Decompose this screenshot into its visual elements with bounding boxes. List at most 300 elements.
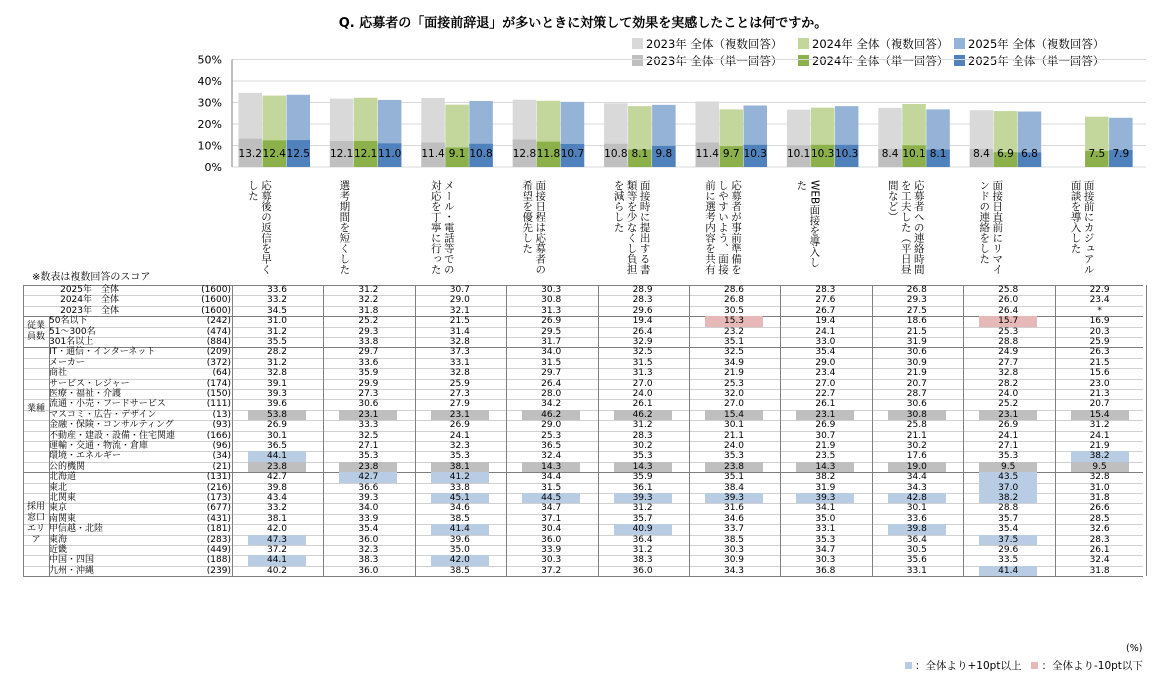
table-cell: 39.8	[266, 482, 288, 493]
row-label: 近畿	[49, 545, 68, 555]
table-cell: 38.2	[815, 472, 836, 483]
table-cell: 31.2	[358, 285, 379, 295]
table-cell: 38.5	[449, 513, 470, 524]
table-cell: 23.1	[339, 410, 397, 420]
table-cell: 29.6	[998, 545, 1019, 555]
table-cell: 27.5	[906, 305, 927, 316]
column-header: メール・電話等での 対応を丁寧に行った	[429, 180, 455, 275]
table-cell: 14.3	[522, 462, 580, 472]
y-tick-label: 40%	[197, 75, 222, 88]
table-cell: 25.9	[449, 378, 470, 389]
table-cell: 32.3	[358, 545, 379, 555]
row-n: (239)	[206, 565, 231, 576]
data-label: 11.4	[695, 148, 719, 160]
table-cell: 35.3	[449, 451, 470, 462]
table-cell: 34.0	[541, 347, 562, 358]
table-cell: 27.0	[815, 378, 836, 389]
table-cell: 30.3	[815, 555, 836, 566]
table-cell: 24.1	[449, 430, 470, 441]
table-cell: 42.0	[431, 555, 489, 565]
row-label: 2023年 全体	[60, 305, 119, 316]
table-cell: 30.2	[632, 441, 653, 451]
table-cell: 31.4	[449, 326, 470, 337]
table-cell: 36.0	[358, 565, 379, 576]
table-cell: 23.8	[339, 462, 397, 472]
row-n: (372)	[206, 357, 231, 368]
row-n: (150)	[206, 389, 231, 399]
table-cell: 34.0	[358, 503, 379, 514]
table-cell: 20.3	[1089, 326, 1110, 337]
table-cell: 19.4	[632, 316, 653, 327]
legend-swatch	[798, 38, 809, 49]
table-cell: 30.3	[541, 285, 562, 295]
table-cell: 30.5	[723, 305, 745, 316]
table-cell: 32.3	[449, 441, 470, 451]
table-cell: 20.7	[1089, 399, 1110, 410]
table-cell: 22.7	[815, 389, 836, 399]
table-cell: 31.2	[632, 420, 653, 431]
table-cell: 29.6	[632, 305, 653, 316]
column-divider	[415, 285, 416, 576]
table-cell: 28.8	[998, 503, 1019, 514]
table-cell: 53.8	[248, 410, 306, 420]
table-cell: 33.8	[358, 337, 379, 347]
data-label: 8.1	[631, 148, 649, 160]
table-cell: 38.4	[723, 482, 745, 493]
table-cell: 33.1	[449, 357, 470, 368]
data-label: 10.3	[810, 148, 835, 160]
data-label: 12.5	[286, 148, 310, 160]
table-cell: 35.4	[815, 347, 836, 358]
row-label: マスコミ・広告・デザイン	[49, 409, 157, 420]
row-n: (173)	[206, 493, 231, 503]
row-label: 2024年 全体	[60, 295, 119, 306]
row-label: 南関東	[49, 513, 77, 524]
data-label: 8.4	[881, 148, 899, 160]
table-cell: 14.3	[796, 462, 854, 472]
table-cell: 28.5	[1089, 513, 1110, 524]
table-cell: 34.6	[723, 513, 745, 524]
table-cell: 23.4	[1089, 295, 1110, 306]
column-header: 応募後の返信を早く した	[247, 180, 272, 275]
table-cell: 27.1	[998, 441, 1019, 451]
row-n: (1600)	[201, 305, 231, 316]
table-cell: 31.2	[266, 357, 288, 368]
blue-legend-label: ：全体より+10pt以上	[915, 660, 1022, 672]
table-row	[23, 431, 1143, 441]
data-label: 9.1	[448, 148, 466, 160]
row-n: (188)	[206, 555, 231, 566]
table-cell: 35.5	[266, 337, 288, 347]
table-row	[23, 347, 1143, 357]
table-cell: 47.3	[248, 535, 306, 545]
table-row	[23, 524, 1143, 534]
table-cell: 33.5	[998, 555, 1019, 566]
table-cell: 21.3	[1089, 389, 1110, 399]
table-cell: 34.5	[266, 305, 288, 316]
table-cell: 25.3	[998, 326, 1019, 337]
table-cell: 24.9	[998, 347, 1019, 358]
table-cell: 27.1	[358, 441, 379, 451]
table-cell: 23.1	[979, 410, 1037, 420]
table-cell: 26.4	[632, 326, 653, 337]
table-cell: 31.0	[1089, 482, 1110, 493]
table-cell: 30.6	[358, 399, 379, 410]
table-cell: 30.8	[888, 410, 946, 420]
table-cell: 35.3	[358, 451, 379, 462]
highlight-legend	[905, 658, 1143, 673]
table-row	[23, 503, 1143, 513]
data-label: 10.1	[786, 148, 811, 160]
table-cell: 25.2	[998, 399, 1019, 410]
data-label: 10.7	[560, 148, 585, 160]
table-cell: 39.8	[888, 524, 946, 534]
table-cell: 33.7	[723, 524, 745, 535]
legend-swatch	[632, 38, 643, 49]
table-cell: 31.2	[632, 545, 653, 555]
table-cell: 28.6	[723, 285, 745, 295]
table-cell: 36.6	[358, 482, 379, 493]
table-cell: 35.6	[906, 555, 927, 566]
table-cell: 32.8	[449, 337, 470, 347]
table-cell: 45.1	[431, 493, 489, 503]
y-tick-label: 10%	[197, 139, 222, 153]
row-n: (64)	[212, 368, 231, 379]
y-tick-label: 0%	[204, 161, 222, 174]
group-divider	[49, 316, 50, 347]
table-cell: 9.5	[1071, 462, 1129, 472]
table-cell: 35.3	[998, 451, 1019, 462]
row-n: (677)	[206, 503, 231, 514]
table-cell: 35.3	[815, 534, 836, 545]
row-label: 甲信越・北陸	[49, 524, 104, 535]
table-cell: 27.0	[632, 378, 653, 389]
row-label: 商社	[49, 368, 68, 379]
table-cell: 25.3	[723, 378, 745, 389]
table-cell: 24.1	[998, 430, 1019, 441]
table-cell: 46.2	[614, 410, 672, 420]
data-label: 7.9	[1112, 148, 1130, 160]
data-label: 12.1	[353, 148, 378, 160]
table-cell: 39.6	[449, 534, 470, 545]
row-n: (449)	[206, 545, 231, 555]
table-cell: 34.2	[541, 399, 562, 410]
row-n: (181)	[206, 524, 231, 535]
row-n: (431)	[206, 513, 231, 524]
table-cell: 15.7	[979, 316, 1037, 326]
data-label: 10.3	[743, 148, 767, 160]
table-cell: 30.6	[906, 399, 927, 410]
table-cell: 31.5	[632, 357, 653, 368]
table-cell: 19.0	[888, 462, 946, 472]
table-cell: 33.6	[358, 357, 379, 368]
table-cell: 32.9	[632, 337, 653, 347]
table-cell: 30.3	[723, 545, 745, 555]
row-label: 公的機関	[49, 461, 86, 472]
row-label: 医療・福祉・介護	[49, 389, 122, 399]
table-cell: 32.8	[449, 368, 470, 379]
table-row	[23, 566, 1143, 576]
table-cell: 42.7	[266, 472, 288, 483]
table-row	[23, 420, 1143, 430]
row-label: 東北	[49, 482, 68, 493]
legend-label: 2023年 全体（単一回答）	[646, 54, 783, 68]
table-row	[23, 410, 1143, 420]
table-row	[23, 358, 1143, 368]
table-row	[23, 306, 1143, 316]
group-label: 従業員数	[26, 320, 45, 342]
table-cell: 31.7	[541, 337, 562, 347]
row-label: サービス・レジャー	[49, 378, 130, 389]
table-row	[23, 379, 1143, 389]
table-cell: 30.7	[815, 430, 836, 441]
row-label: 北海道	[49, 472, 77, 483]
table-cell: 44.1	[248, 451, 306, 461]
table-row	[23, 327, 1143, 337]
group-label: 採用窓口エリア	[26, 502, 45, 546]
table-cell: 36.4	[632, 534, 653, 545]
table-cell: 34.3	[723, 565, 745, 576]
table-cell: 37.2	[266, 545, 288, 555]
row-n: (131)	[206, 472, 231, 483]
table-cell: 34.4	[906, 472, 927, 483]
table-cell: 39.3	[358, 493, 379, 503]
unit-label: (%)	[1126, 643, 1143, 654]
table-cell: 29.7	[358, 347, 379, 358]
table-cell: 35.3	[723, 451, 745, 462]
table-rule	[23, 576, 1143, 577]
table-cell: 26.6	[1089, 503, 1110, 514]
table-cell: 29.9	[358, 378, 379, 389]
table-cell: 28.2	[998, 378, 1019, 389]
table-cell: 34.7	[541, 503, 562, 514]
table-cell: 30.1	[266, 430, 288, 441]
table-row	[23, 441, 1143, 451]
table-cell: 28.8	[998, 337, 1019, 347]
table-cell: 16.9	[1089, 316, 1110, 327]
table-row	[23, 451, 1143, 461]
table-cell: 32.8	[266, 368, 288, 379]
table-cell: 20.7	[906, 378, 927, 389]
table-cell: 31.0	[266, 316, 288, 327]
table-cell: 35.4	[358, 524, 379, 535]
row-label: 50名以下	[49, 316, 88, 327]
table-cell: 24.0	[998, 389, 1019, 399]
table-cell: 21.1	[723, 430, 745, 441]
row-n: (166)	[206, 430, 231, 441]
table-cell: 33.1	[815, 524, 836, 535]
table-row	[23, 389, 1143, 399]
table-cell: 32.5	[358, 430, 379, 441]
table-cell: 31.8	[358, 305, 379, 316]
table-cell: 33.6	[266, 285, 288, 295]
table-row	[23, 462, 1143, 472]
table-row	[23, 316, 1143, 326]
table-cell: 9.5	[979, 462, 1037, 472]
data-label: 10.8	[604, 148, 628, 160]
table-cell: 25.2	[358, 316, 379, 327]
row-n: (13)	[212, 409, 231, 420]
table-cell: 25.9	[1089, 337, 1110, 347]
table-cell: 35.7	[998, 513, 1019, 524]
table-cell: 41.4	[431, 524, 489, 534]
column-divider	[872, 285, 873, 576]
table-cell: 21.9	[815, 441, 836, 451]
table-cell: 26.7	[815, 305, 836, 316]
table-cell: 37.2	[541, 565, 562, 576]
table-cell: 40.9	[614, 524, 672, 534]
data-label: 10.8	[469, 148, 493, 160]
table-cell: 39.3	[614, 493, 672, 503]
table-row	[23, 337, 1143, 347]
table-cell: 32.2	[358, 295, 379, 306]
row-label: 中国・四国	[49, 555, 95, 566]
table-cell: 19.4	[815, 316, 836, 327]
table-cell: 31.8	[1089, 493, 1110, 503]
table-cell: 27.7	[998, 357, 1019, 368]
table-cell: 28.9	[632, 285, 653, 295]
table-cell: 37.1	[541, 513, 562, 524]
table-cell: 33.3	[358, 420, 379, 431]
table-cell: 21.5	[449, 316, 470, 327]
table-cell: 21.9	[906, 368, 927, 379]
row-label: 東海	[49, 534, 68, 545]
table-cell: 24.0	[632, 389, 653, 399]
table-cell: 39.3	[796, 493, 854, 503]
row-n: (474)	[206, 326, 231, 337]
table-row	[23, 472, 1143, 482]
table-cell: 31.2	[632, 503, 653, 514]
legend-label: 2024年 全体（単一回答）	[812, 54, 949, 68]
table-cell: 28.3	[815, 285, 836, 295]
table-cell: 46.2	[522, 410, 580, 420]
column-header: 選考期間を短くした	[338, 180, 351, 275]
data-label: 13.2	[238, 148, 262, 160]
table-cell: 33.9	[358, 513, 379, 524]
table-cell: 21.5	[1089, 357, 1110, 368]
y-tick-label: 50%	[197, 53, 222, 67]
column-divider	[780, 285, 781, 576]
table-cell: 36.0	[358, 534, 379, 545]
data-label: 8.1	[929, 148, 947, 160]
table-cell: 15.4	[705, 410, 763, 420]
table-cell: 38.3	[358, 555, 379, 566]
table-cell: 31.3	[541, 305, 562, 316]
table-cell: 15.6	[1089, 368, 1110, 379]
table-cell: 35.1	[723, 472, 745, 483]
table-cell: 30.4	[541, 524, 562, 535]
table-cell: 29.3	[906, 295, 927, 306]
table-cell: 30.9	[906, 357, 927, 368]
table-cell: 26.1	[632, 399, 653, 410]
table-cell: 36.0	[541, 534, 562, 545]
table-cell: 39.1	[266, 378, 288, 389]
table-cell: 32.8	[1089, 472, 1110, 483]
table-border	[23, 285, 24, 576]
table-cell: 23.1	[431, 410, 489, 420]
table-cell: 23.2	[723, 326, 745, 337]
row-n: (1600)	[201, 295, 231, 306]
table-cell: 26.9	[815, 420, 836, 431]
row-label: 51～300名	[49, 326, 96, 337]
row-label: 不動産・建設・設備・住宅関連	[49, 430, 176, 441]
table-cell: 26.4	[998, 305, 1019, 316]
column-divider	[506, 285, 507, 576]
table-row	[23, 285, 1143, 295]
table-row	[23, 555, 1143, 565]
row-n: (1600)	[201, 285, 231, 295]
table-cell: 33.9	[541, 545, 562, 555]
table-cell: 23.5	[815, 451, 836, 462]
table-cell: 25.8	[998, 285, 1019, 295]
table-cell: 30.9	[723, 555, 745, 566]
row-n: (242)	[206, 316, 231, 327]
table-cell: 30.7	[449, 285, 470, 295]
table-cell: 26.0	[998, 295, 1019, 306]
table-cell: 27.3	[358, 389, 379, 399]
table-cell: 33.8	[449, 482, 470, 493]
row-n: (209)	[206, 347, 231, 358]
row-n: (111)	[206, 399, 231, 410]
row-n: (21)	[212, 461, 231, 472]
table-cell: 35.3	[632, 451, 653, 462]
blue-swatch	[905, 662, 912, 669]
data-label: 12.4	[262, 148, 286, 160]
table-cell: 33.6	[906, 513, 927, 524]
table-cell: 42.8	[888, 493, 946, 503]
table-cell: 32.0	[723, 389, 745, 399]
table-cell: 28.3	[632, 295, 653, 306]
group-divider	[49, 472, 50, 576]
table-cell: 38.2	[979, 493, 1037, 503]
data-label: 10.3	[834, 148, 859, 160]
column-divider	[598, 285, 599, 576]
table-cell: 38.1	[266, 513, 288, 524]
table-cell: 36.4	[906, 534, 927, 545]
data-label: 12.8	[512, 148, 537, 160]
table-cell: 44.1	[248, 555, 306, 565]
row-label: 北関東	[49, 493, 77, 503]
table-cell: 26.3	[1089, 347, 1110, 358]
table-cell: 40.2	[266, 565, 288, 576]
table-cell: 43.5	[979, 472, 1037, 482]
table-cell: 35.0	[815, 513, 836, 524]
column-divider	[232, 285, 233, 576]
table-cell: 29.0	[541, 420, 562, 431]
row-label: 301名以上	[49, 337, 94, 347]
row-label: 東京	[49, 503, 68, 514]
table-cell: 39.3	[705, 493, 763, 503]
column-header: 面接日程は応募者の 希望を優先した	[521, 180, 547, 275]
table-cell: 35.4	[998, 524, 1019, 535]
score-note: ※数表は複数回答のスコア	[32, 272, 151, 283]
table-cell: 34.6	[449, 503, 470, 514]
legend-label: 2025年 全体（単一回答）	[968, 54, 1105, 68]
table-cell: 29.0	[449, 295, 470, 306]
table-cell: 26.1	[1089, 545, 1110, 555]
table-cell: 32.1	[449, 305, 470, 316]
row-label: 金融・保険・コンサルティング	[49, 420, 174, 431]
table-cell: 18.6	[906, 316, 927, 327]
table-cell: 35.1	[723, 337, 745, 347]
red-swatch	[1031, 662, 1038, 669]
table-cell: 17.6	[906, 451, 927, 462]
y-tick-label: 30%	[197, 96, 222, 110]
table-cell: 28.0	[541, 389, 562, 399]
legend-label: 2025年 全体（複数回答）	[968, 37, 1105, 51]
table-cell: 30.1	[906, 503, 927, 514]
table-cell: 38.5	[723, 534, 745, 545]
